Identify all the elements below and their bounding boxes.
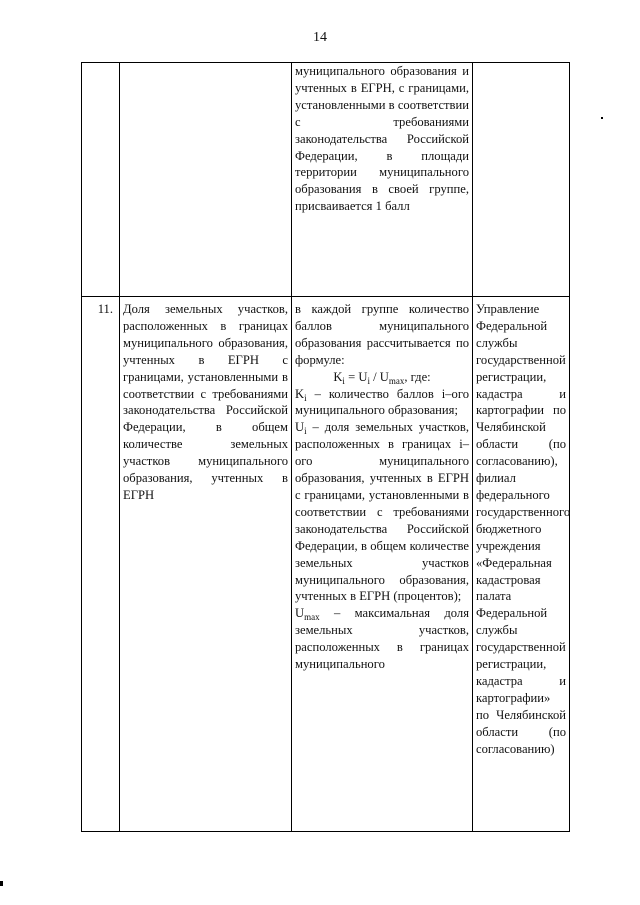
method-intro: в каждой группе количество баллов муниципального образования рассчитывается по формуле:	[295, 302, 469, 367]
method-cell	[292, 297, 473, 832]
ui-definition: $U_i$ – доля земельных участков, расположенных в границах i–ого муниципального образования, учтенных в ЕГРН с границами, установленными в соответствии с требованиями законодательства Российской Федерации, в общем количестве земельных участков муниципального образования, учтенных в ЕГРН (процентов);	[295, 420, 469, 604]
scan-mark	[0, 881, 3, 886]
scan-speck	[601, 117, 603, 119]
row-number-cell	[82, 63, 120, 297]
responsible-cell	[473, 63, 570, 297]
page-number: 14	[313, 30, 327, 45]
indicators-table	[81, 62, 570, 832]
indicator-cell	[120, 63, 292, 297]
ki-definition: $K_i$ – количество баллов i–ого муниципального образования;	[295, 386, 469, 418]
table-row	[82, 63, 570, 297]
formula: $K_i = U_i / U_{max}$, где:	[333, 369, 431, 386]
responsible-cell: Управление Федеральной службы государственной регистрации, кадастра и картографии по Челябинской области (по согласованию), филиал федерального государственного бюджетного учреждения «Федеральная кадастровая палата Федеральной службы государственной регистрации, кадастра и картографии» по Челябинской области (по согласованию)	[473, 297, 570, 832]
table-row	[82, 297, 570, 832]
row-number-cell: 11.	[82, 297, 120, 832]
method-cell: муниципального образования и учтенных в ЕГРН, с границами, установленными в соответствии с требованиями законодательства Российской Федерации, в площади территории муниципального образования в своей группе, присваивается 1 балл	[292, 63, 473, 297]
indicator-cell: Доля земельных участков, расположенных в границах муниципального образования, учтенных в ЕГРН с границами, установленными в соответствии с требованиями законодательства Российской Федерации, в общем количестве земельных участков муниципального образования, учтенных в ЕГРН	[120, 297, 292, 832]
umax-definition: $U_{max}$ – максимальная доля земельных участков, расположенных в границах муниципального	[295, 606, 469, 672]
